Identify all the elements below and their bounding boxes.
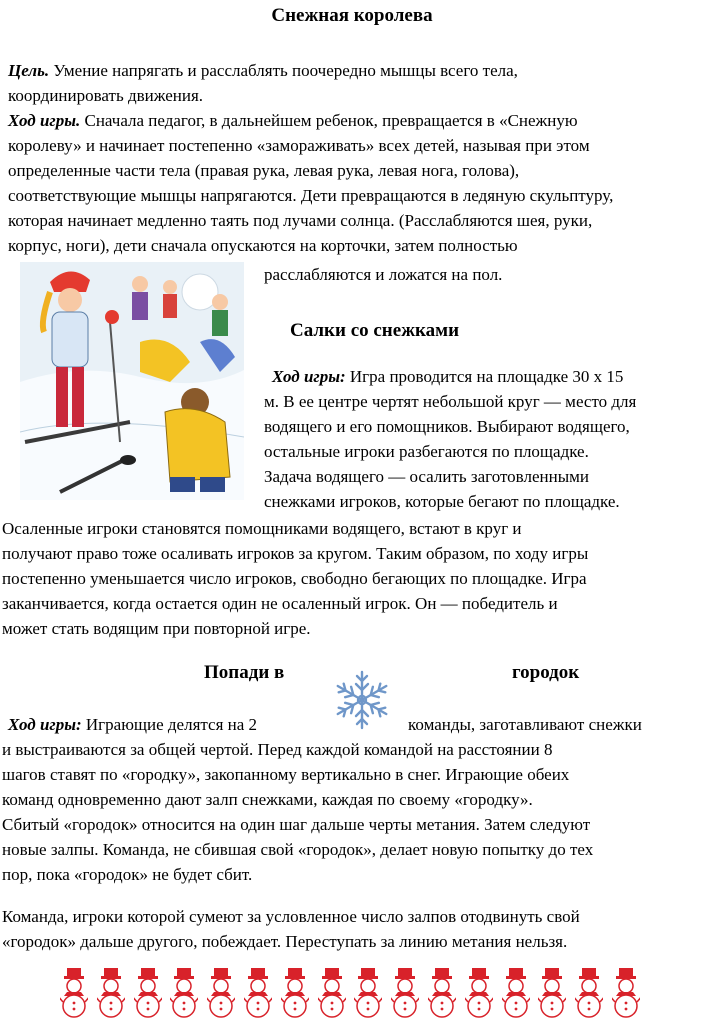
goal-line-1 <box>8 58 518 84</box>
closing-line-2: «городок» дальше другого, побеждает. Переступать за линию метания нельзя. <box>2 932 568 951</box>
section-title-hit-gorodok-left: Попади в <box>204 662 285 683</box>
tag-line-7: Осаленные игроки становятся помощниками водящего, встают в круг и <box>2 519 522 538</box>
gorodok-line-5: Сбитый «городок» относится на один шаг дальше черты метания. Затем следуют <box>2 815 591 834</box>
tag-line-3: водящего и его помощников. Выбирают водящего, <box>264 417 630 436</box>
gorodok-play-label: Ход игры: <box>8 715 82 734</box>
tag-play-text: Игра проводится на площадке 30 х 15 <box>345 367 624 386</box>
gorodok-line-6: новые залпы. Команда, не сбившая свой «городок», делает новую попытку до тех <box>2 840 594 859</box>
snowman-icon <box>391 966 419 1022</box>
gorodok-line-1 <box>8 712 257 738</box>
snowman-icon <box>538 966 566 1022</box>
children-playing-in-snow-illustration <box>20 262 244 500</box>
tag-line-11: может стать водящим при повторной игре. <box>2 619 311 638</box>
tag-line-10: заканчивается, когда остается один не осаленный игрок. Он — победитель и <box>2 594 558 613</box>
section-title-snow-queen: Снежная королева <box>271 5 433 26</box>
goal-label: Цель. <box>8 61 50 80</box>
snowman-icon <box>244 966 272 1022</box>
play-line-7: расслабляются и ложатся на пол. <box>264 265 503 284</box>
tag-line-8: получают право тоже осаливать игроков за кругом. Таким образом, по ходу игры <box>2 544 589 563</box>
play-line-1 <box>8 108 578 134</box>
snowman-icon <box>465 966 493 1022</box>
tag-line-6: снежками игроков, которые бегают по площадке. <box>264 492 620 511</box>
snowman-icon <box>502 966 530 1022</box>
play-text: Сначала педагог, в дальнейшем ребенок, превращается в «Снежную <box>80 111 578 130</box>
snowman-icon <box>134 966 162 1022</box>
snowman-icon <box>207 966 235 1022</box>
snowflake-icon <box>330 668 394 732</box>
gorodok-play-text: Играющие делятся на 2 <box>81 715 258 734</box>
gorodok-line-2: и выстраиваются за общей чертой. Перед каждой командой на расстоянии 8 <box>2 740 553 759</box>
snowman-icon <box>318 966 346 1022</box>
section-title-hit-gorodok-right: городок <box>512 662 580 683</box>
snowman-border <box>60 966 640 1022</box>
section-title-snowball-tag: Салки со снежками <box>290 320 460 341</box>
play-line-5: которая начинает медленно таять под лучами солнца. (Расслабляются шея, руки, <box>8 211 593 230</box>
play-line-6: корпус, ноги), дети сначала опускаются на корточки, затем полностью <box>8 236 518 255</box>
snowman-icon <box>428 966 456 1022</box>
play-label: Ход игры. <box>8 111 81 130</box>
tag-line-5: Задача водящего — осалить заготовленными <box>264 467 589 486</box>
play-line-3: определенные части тела (правая рука, левая рука, левая нога, голова), <box>8 161 520 180</box>
tag-line-1 <box>264 364 623 390</box>
gorodok-line-4: команд одновременно дают залп снежками, каждая по своему «городку». <box>2 790 533 809</box>
play-line-2: королеву» и начинает постепенно «замораживать» всех детей, называя при этом <box>8 136 590 155</box>
snowman-icon <box>575 966 603 1022</box>
play-line-4: соответствующие мышцы напрягаются. Дети превращаются в ледяную скульптуру, <box>8 186 614 205</box>
snowman-icon <box>612 966 640 1022</box>
snowman-icon <box>170 966 198 1022</box>
tag-play-label: Ход игры: <box>272 367 346 386</box>
gorodok-line-1-right: команды, заготавливают снежки <box>408 715 642 734</box>
tag-line-9: постепенно уменьшается число игроков, свободно бегающих по площадке. Игра <box>2 569 587 588</box>
goal-text: Умение напрягать и расслаблять поочередно мышцы всего тела, <box>49 61 518 80</box>
snowman-icon <box>60 966 88 1022</box>
tag-line-2: м. В ее центре чертят небольшой круг — место для <box>264 392 637 411</box>
tag-line-4: остальные игроки разбегаются по площадке. <box>264 442 589 461</box>
gorodok-line-3: шагов ставят по «городку», закопанному вертикально в снег. Играющие обеих <box>2 765 570 784</box>
goal-line-2: координировать движения. <box>8 86 204 105</box>
gorodok-line-7: пор, пока «городок» не будет сбит. <box>2 865 253 884</box>
snowman-icon <box>354 966 382 1022</box>
closing-line-1: Команда, игроки которой сумеют за условленное число залпов отодвинуть свой <box>2 907 580 926</box>
snowman-icon <box>281 966 309 1022</box>
snowman-icon <box>97 966 125 1022</box>
